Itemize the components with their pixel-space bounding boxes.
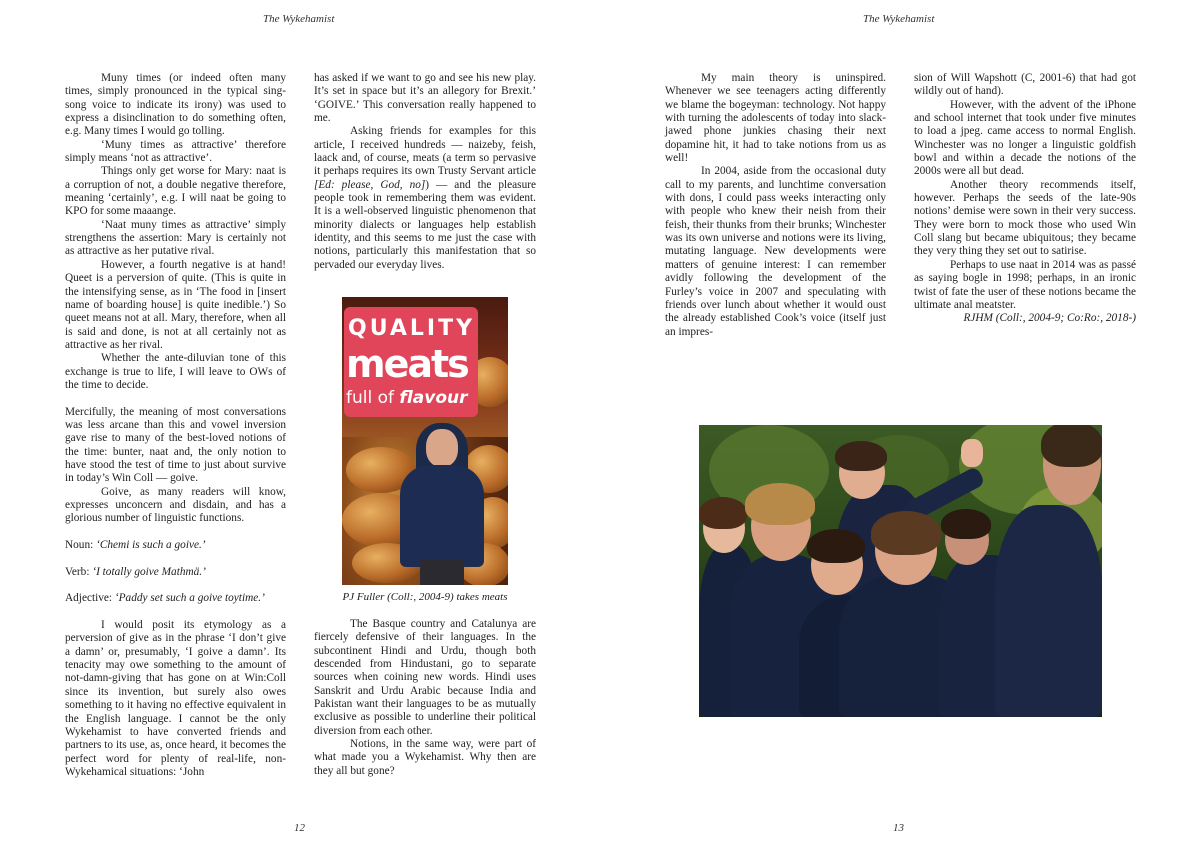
paragraph: sion of Will Wapshott (C, 2001-6) that had got wildly out of hand). — [914, 72, 1136, 98]
paragraph: has asked if we want to go and see his new play. It’s set in space but it’s an allegory for Brexit.’ ‘GOIVE.’ This conversation really happened to me. — [314, 72, 536, 125]
column-4 — [914, 72, 1136, 326]
running-header-left: The Wykehamist — [263, 13, 335, 25]
paragraph: My main theory is uninspired. Whenever we see teenagers acting differently we blame the bogeyman: technology. Not happy with turning the adolescents of today into slack-jawed phone junkies chasing their next dopamine hit, it had to take notions from us as well! — [665, 72, 886, 165]
paragraph: I would posit its etymology as a perversion of give as in the phrase ‘I don’t give a damn’ or, presumably, ‘I goive a damn’. Its tenacity may owe something to the amount of not-damn-giving that has gone on at Win:Coll since its invention, but surely also owes something to it having no effective equivalent in the English language. I cannot be the only Wykehamist to have converted friends and partners to its use, as, once heard, it becomes the perfect word for plenty of real-life, non-Wykehamical situations: ‘John — [65, 619, 286, 778]
example-text: ‘Paddy set such a goive toytime.’ — [114, 592, 265, 605]
legs-shape — [420, 559, 464, 585]
paragraph: Things only get worse for Mary: naat is a corruption of not, a double negative therefore, meaning ‘certainly’, e.g. I will naat be going to KPO for some maaange. — [65, 165, 286, 218]
paragraph: Muny times (or indeed often many times, simply pronounced in the typical sing-song voice to indicate its irony) was used to express a disinclination to do something often, e.g. Many times I would go tolling. — [65, 72, 286, 138]
paragraph: Perhaps to use naat in 2014 was as passé as saying bogle in 1998; perhaps, in an ironic twist of fate the user of these notions became the ultimate anal meatster. — [914, 258, 1136, 311]
example-label: Adjective: — [65, 592, 113, 605]
text-run: ) — and the pleasure people took in remembering them was evident. It is a well-observed linguistic phenomenon that minority dialects or languages help establish identity, and this seems to me just the case with notions, particularly this manifestation that so pervaded our everyday lives. — [314, 178, 536, 271]
column-1 — [65, 72, 286, 779]
paragraph: The Basque country and Catalunya are fiercely defensive of their languages. In the subcontinent Hindi and Urdu, though both descended from Hindustani, go to separate sources when coining new words. Hindi uses Sanskrit and Urdu Arabic because India and Pakistan want their languages to be as mutually exclusive as possible to underline their political diversion from each other. — [314, 618, 536, 737]
example-adjective — [65, 592, 286, 605]
paragraph: Goive, as many readers will know, expresses unconcern and disdain, and has a glorious number of linguistic functions. — [65, 485, 286, 525]
hair-shape — [871, 511, 941, 555]
paragraph: Notions, in the same way, were part of what made you a Wykehamist. Why then are they all but gone? — [314, 738, 536, 777]
paragraph: In 2004, aside from the occasional duty call to my parents, and lunchtime conversation with dons, I could pass weeks interacting only with people who knew their neish from their feish, their thunks from their brunks; Winchester was its own universe and notions were its living, mutating language. New developments were matters of genuine interest: I can remember avidly following the development of the Furley’s voice in 2007 and speculating with friends over lunch about whether it would oust the already established Cook’s voice (itself just an impres- — [665, 165, 886, 338]
page-number-right: 13 — [893, 822, 904, 834]
sign-text-flavour-word: flavour — [399, 388, 468, 408]
paragraph: Mercifully, the meaning of most conversations was less arcane than this and vowel inversion gave rise to many of the best-loved notions of the time: bunter, naat and, the only notion to have stood the test of time to just about survive in today’s Win Coll — goive. — [65, 405, 286, 485]
example-label: Noun: — [65, 539, 94, 552]
paragraph: ‘Muny times as attractive’ therefore simply means ‘not as attractive’. — [65, 138, 286, 165]
editor-note: [Ed: please, God, no] — [314, 178, 426, 191]
example-verb — [65, 566, 286, 579]
example-text: ‘Chemi is such a goive.’ — [96, 539, 206, 552]
example-text: ‘I totally goive Mathmä.’ — [92, 565, 206, 578]
paragraph: However, with the advent of the iPhone and school internet that took under five minutes to load a jpeg. came access to normal English. Winchester was no longer a linguistic goldfish bowl and within a decade the notions of the 2000s were all but dead. — [914, 98, 1136, 178]
text-run: Asking friends for examples for this article, I received hundreds — naizeby, feish, laack and, of course, meats (a term so pervasive it perhaps requires its own Trusty Servant article — [314, 125, 536, 178]
sign-text-quality: QUALITY — [348, 316, 476, 341]
example-label: Verb: — [65, 565, 90, 578]
paragraph — [314, 125, 536, 272]
running-header-right: The Wykehamist — [863, 13, 935, 25]
hand-shape — [961, 439, 983, 467]
hoodie-shape — [400, 465, 484, 567]
blazer-shape — [995, 505, 1102, 717]
boys-group-photo — [699, 425, 1102, 717]
page-number-left: 12 — [294, 822, 305, 834]
photo-caption: PJ Fuller (Coll:, 2004-9) takes meats — [342, 591, 508, 603]
paragraph: However, a fourth negative is at hand! Queet is a perversion of quite. (This is quite in the intensifying sense, as in ‘The food in [insert name of boarding house] is quite inedible.’) So queet means not at all. Mary, therefore, when all is said and done, is not at all certainly not as attractive as her rival. — [65, 258, 286, 351]
hair-shape — [835, 441, 887, 471]
sign-text-meats: meats — [346, 342, 468, 386]
face-shape — [426, 429, 458, 467]
paragraph: Another theory recommends itself, however. Perhaps the seeds of the late-90s notions’ demise were sown in their very success. They were born to mock those who used Win Coll slang but became ubiquitous; they became they very thing they set out to satirise. — [914, 178, 1136, 258]
hair-shape — [745, 483, 815, 525]
paragraph: ‘Naat muny times as attractive’ simply strengthens the assertion: Mary is certainly not as attractive as her putative rival. — [65, 218, 286, 258]
hair-shape — [1041, 425, 1102, 467]
paragraph: Whether the ante-diluvian tone of this exchange is true to life, I will leave to OWs of the time to decide. — [65, 352, 286, 391]
example-noun — [65, 539, 286, 552]
hair-shape — [699, 497, 747, 529]
column-2 — [314, 72, 536, 272]
column-2-lower — [314, 618, 536, 778]
hair-shape — [807, 529, 865, 563]
hair-shape — [941, 509, 991, 539]
quality-meats-photo — [342, 297, 508, 585]
right-page — [600, 0, 1200, 849]
column-3 — [665, 72, 886, 339]
sign-text-full-of: full of — [346, 388, 394, 408]
sign-text-flavour — [346, 388, 486, 408]
author-signoff: RJHM (Coll:, 2004-9; Co:Ro:, 2018-) — [963, 312, 1136, 325]
